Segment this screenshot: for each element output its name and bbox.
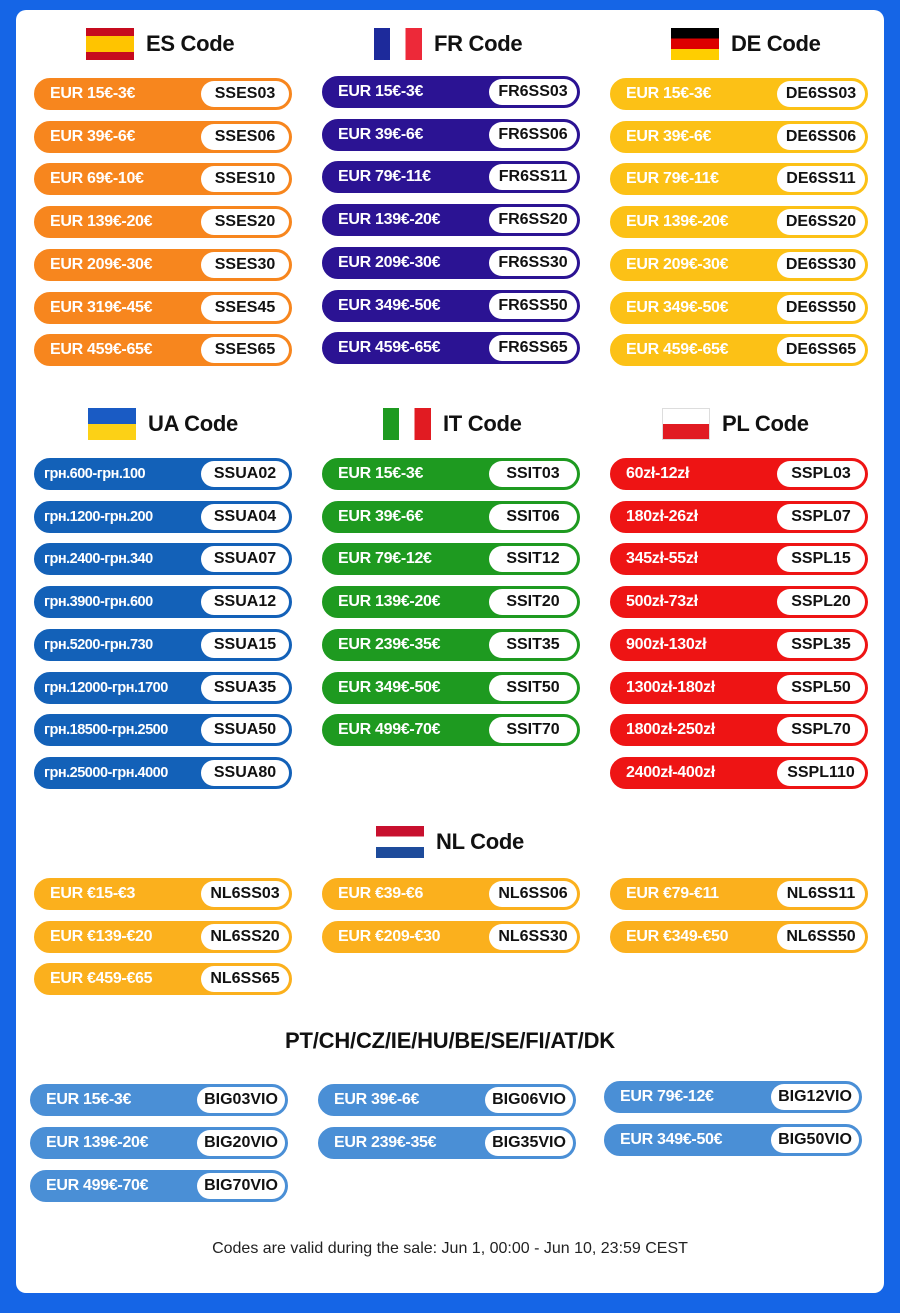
discount-amount: грн.3900-грн.600 <box>44 594 153 611</box>
coupon-code[interactable]: SSES20 <box>201 209 289 235</box>
discount-amount: EUR 209€-30€ <box>626 255 729 273</box>
coupon-code[interactable]: SSIT03 <box>489 461 577 487</box>
coupon-row[interactable] <box>608 755 870 791</box>
coupon-row[interactable] <box>608 332 870 368</box>
coupon-row[interactable] <box>320 499 582 535</box>
coupon-code[interactable]: SSIT12 <box>489 546 577 572</box>
ua-header <box>88 408 238 440</box>
discount-amount: EUR 15€-3€ <box>50 85 136 102</box>
discount-amount: EUR 139€-20€ <box>626 213 729 231</box>
coupon-code[interactable]: FR6SS65 <box>489 335 577 361</box>
coupon-code[interactable]: SSIT20 <box>489 589 577 615</box>
coupon-code[interactable]: SSPL70 <box>777 717 865 743</box>
coupon-row[interactable] <box>320 876 582 912</box>
discount-amount: EUR 39€-6€ <box>338 125 424 143</box>
discount-amount: EUR 15€-3€ <box>338 83 424 100</box>
discount-amount: EUR 79€-11€ <box>626 170 719 188</box>
coupon-code[interactable]: FR6SS50 <box>489 293 577 319</box>
discount-amount: EUR 139€-20€ <box>46 1134 149 1151</box>
coupon-code[interactable]: NL6SS20 <box>201 924 289 950</box>
discount-amount: EUR 79€-12€ <box>620 1088 714 1105</box>
coupon-code[interactable]: SSPL15 <box>777 546 865 572</box>
coupon-code[interactable]: DE6SS20 <box>777 209 865 235</box>
coupon-row[interactable] <box>608 76 870 112</box>
coupon-code[interactable]: DE6SS11 <box>777 166 865 192</box>
discount-amount: EUR 139€-20€ <box>338 593 441 611</box>
fr-header <box>374 28 522 60</box>
discount-amount: EUR 239€-35€ <box>338 635 441 653</box>
coupon-row[interactable] <box>32 204 294 240</box>
discount-amount: 2400zł-400zł <box>626 763 715 781</box>
nl-title: NL Code <box>436 829 524 854</box>
coupon-row[interactable] <box>320 74 582 110</box>
discount-amount: EUR 499€-70€ <box>338 721 441 739</box>
discount-amount: EUR 39€-6€ <box>626 127 712 145</box>
discount-amount: грн.600-грн.100 <box>44 466 146 482</box>
coupon-code[interactable]: NL6SS65 <box>201 966 289 992</box>
coupon-code[interactable]: BIG35VIO <box>485 1130 573 1156</box>
italy-flag-icon <box>383 408 431 440</box>
discount-amount: 1800zł-250zł <box>626 721 715 739</box>
discount-amount: EUR €15-€3 <box>50 885 136 902</box>
pl-header <box>662 408 809 440</box>
coupon-code[interactable]: SSUA02 <box>201 461 289 487</box>
coupon-row[interactable] <box>32 247 294 283</box>
coupon-code[interactable]: BIG20VIO <box>197 1130 285 1156</box>
ua-title: UA Code <box>148 411 238 436</box>
coupon-row[interactable] <box>320 541 582 577</box>
coupon-row[interactable] <box>32 919 294 955</box>
coupon-row[interactable] <box>32 712 294 748</box>
coupon-row[interactable] <box>608 247 870 283</box>
coupon-row[interactable] <box>608 499 870 535</box>
es-header <box>86 28 234 60</box>
coupon-code[interactable]: SSES06 <box>201 124 289 150</box>
coupon-code[interactable]: NL6SS11 <box>777 881 865 907</box>
coupon-code[interactable]: SSUA04 <box>201 504 289 530</box>
coupon-code[interactable]: NL6SS50 <box>777 924 865 950</box>
discount-amount: 180zł-26zł <box>626 507 698 525</box>
discount-amount: EUR €39-€6 <box>338 885 424 902</box>
validity-note: Codes are valid during the sale: Jun 1, 00:00 - Jun 10, 23:59 CEST <box>212 1240 688 1257</box>
discount-amount: грн.12000-грн.1700 <box>44 679 168 696</box>
coupon-row[interactable] <box>32 290 294 326</box>
coupon-code[interactable]: SSPL110 <box>777 760 865 786</box>
coupon-code[interactable]: SSES45 <box>201 295 289 321</box>
discount-amount: EUR 499€-70€ <box>46 1177 149 1194</box>
discount-amount: 500zł-73zł <box>626 593 698 611</box>
coupon-row[interactable] <box>608 204 870 240</box>
discount-amount: EUR 459€-65€ <box>626 341 729 359</box>
coupon-row[interactable] <box>602 1122 864 1158</box>
coupon-row[interactable] <box>32 670 294 706</box>
coupon-row[interactable] <box>320 245 582 281</box>
coupon-code[interactable]: SSPL50 <box>777 675 865 701</box>
coupon-row[interactable] <box>608 627 870 663</box>
coupon-code[interactable]: DE6SS50 <box>777 295 865 321</box>
discount-amount: EUR 349€-50€ <box>338 296 441 314</box>
discount-amount: грн.5200-грн.730 <box>44 636 153 653</box>
discount-amount: EUR 79€-12€ <box>338 550 432 568</box>
discount-amount: EUR 39€-6€ <box>334 1091 420 1108</box>
coupon-row[interactable] <box>602 1079 864 1115</box>
coupon-row[interactable] <box>32 541 294 577</box>
coupon-row[interactable] <box>608 712 870 748</box>
coupon-row[interactable] <box>320 670 582 706</box>
coupon-code[interactable]: SSES30 <box>201 252 289 278</box>
coupon-row[interactable] <box>320 584 582 620</box>
coupon-row[interactable] <box>32 119 294 155</box>
coupon-code[interactable]: SSUA80 <box>201 760 289 786</box>
coupon-row[interactable] <box>320 456 582 492</box>
coupon-row[interactable] <box>316 1082 578 1118</box>
discount-amount: грн.18500-грн.2500 <box>44 722 168 739</box>
discount-amount: EUR 319€-45€ <box>50 298 153 316</box>
discount-amount: EUR 139€-20€ <box>338 211 441 229</box>
es-title: ES Code <box>146 31 235 56</box>
coupon-code[interactable]: SSES10 <box>201 166 289 192</box>
discount-amount: EUR 39€-6€ <box>50 127 136 145</box>
coupon-code[interactable]: FR6SS03 <box>489 79 577 105</box>
coupon-code[interactable]: DE6SS65 <box>777 337 865 363</box>
coupon-row[interactable] <box>32 499 294 535</box>
coupon-code[interactable]: FR6SS30 <box>489 250 577 276</box>
coupon-code[interactable]: NL6SS30 <box>489 924 577 950</box>
discount-amount: грн.1200-грн.200 <box>44 508 153 525</box>
coupon-code[interactable]: SSIT70 <box>489 717 577 743</box>
discount-amount: грн.2400-грн.340 <box>44 551 153 568</box>
de-header <box>671 28 821 60</box>
spain-flag-icon <box>86 28 134 60</box>
coupon-row[interactable] <box>320 159 582 195</box>
discount-amount: 60zł-12zł <box>626 465 690 482</box>
coupon-row[interactable] <box>608 670 870 706</box>
coupon-code[interactable]: SSIT50 <box>489 675 577 701</box>
coupon-card <box>16 10 884 1293</box>
coupon-row[interactable] <box>608 161 870 197</box>
coupon-code[interactable]: SSES03 <box>201 81 289 107</box>
coupon-row[interactable] <box>320 919 582 955</box>
coupon-row[interactable] <box>32 755 294 791</box>
coupon-row[interactable] <box>32 76 294 112</box>
it-title: IT Code <box>443 411 522 436</box>
discount-amount: EUR 349€-50€ <box>620 1131 723 1148</box>
discount-amount: EUR 239€-35€ <box>334 1134 437 1151</box>
fr-title: FR Code <box>434 31 523 56</box>
coupon-row[interactable] <box>28 1125 290 1161</box>
discount-amount: 1300zł-180zł <box>626 678 715 696</box>
discount-amount: 345zł-55zł <box>626 550 698 568</box>
coupon-code[interactable]: DE6SS03 <box>777 81 865 107</box>
coupon-code[interactable]: SSUA50 <box>201 717 289 743</box>
france-flag-icon <box>374 28 422 60</box>
germany-flag-icon <box>671 28 719 60</box>
discount-amount: EUR 459€-65€ <box>338 339 441 357</box>
discount-amount: EUR 15€-3€ <box>46 1091 132 1108</box>
coupon-row[interactable] <box>32 584 294 620</box>
coupon-code[interactable]: NL6SS06 <box>489 881 577 907</box>
coupon-code[interactable]: SSPL07 <box>777 504 865 530</box>
coupon-code[interactable]: SSPL20 <box>777 589 865 615</box>
other-countries-title: PT/CH/CZ/IE/HU/BE/SE/FI/AT/DK <box>285 1028 615 1053</box>
coupon-code[interactable]: BIG03VIO <box>197 1087 285 1113</box>
coupon-row[interactable] <box>608 919 870 955</box>
coupon-code[interactable]: FR6SS11 <box>489 164 577 190</box>
coupon-code[interactable]: BIG12VIO <box>771 1084 859 1110</box>
coupon-code[interactable]: FR6SS06 <box>489 122 577 148</box>
coupon-row[interactable] <box>32 876 294 912</box>
discount-amount: EUR €209-€30 <box>338 927 441 945</box>
coupon-row[interactable] <box>28 1082 290 1118</box>
coupon-row[interactable] <box>28 1168 290 1204</box>
discount-amount: EUR 349€-50€ <box>338 678 441 696</box>
discount-amount: EUR 209€-30€ <box>338 253 441 271</box>
coupon-row[interactable] <box>608 290 870 326</box>
coupon-row[interactable] <box>32 456 294 492</box>
discount-amount: грн.25000-грн.4000 <box>44 764 168 781</box>
discount-amount: EUR €349-€50 <box>626 927 729 945</box>
ukraine-flag-icon <box>88 408 136 440</box>
de-title: DE Code <box>731 31 821 56</box>
coupon-code[interactable]: DE6SS30 <box>777 252 865 278</box>
coupon-code[interactable]: SSPL03 <box>777 461 865 487</box>
discount-amount: EUR 69€-10€ <box>50 170 144 188</box>
coupon-code[interactable]: BIG06VIO <box>485 1087 573 1113</box>
coupon-row[interactable] <box>608 456 870 492</box>
discount-amount: EUR 459€-65€ <box>50 341 153 359</box>
coupon-row[interactable] <box>32 161 294 197</box>
coupon-row[interactable] <box>608 584 870 620</box>
coupon-row[interactable] <box>320 712 582 748</box>
coupon-row[interactable] <box>320 288 582 324</box>
coupon-code[interactable]: NL6SS03 <box>201 881 289 907</box>
pl-title: PL Code <box>722 411 809 436</box>
nl-header <box>376 826 524 858</box>
discount-amount: EUR 349€-50€ <box>626 298 729 316</box>
coupon-row[interactable] <box>320 330 582 366</box>
discount-amount: EUR 15€-3€ <box>338 465 424 482</box>
coupon-code[interactable]: FR6SS20 <box>489 207 577 233</box>
discount-amount: EUR 15€-3€ <box>626 85 712 102</box>
coupon-code[interactable]: BIG50VIO <box>771 1127 859 1153</box>
coupon-code[interactable]: SSES65 <box>201 337 289 363</box>
discount-amount: 900zł-130zł <box>626 635 707 653</box>
coupon-code[interactable]: SSUA12 <box>201 589 289 615</box>
coupon-row[interactable] <box>608 119 870 155</box>
discount-amount: EUR €459-€65 <box>50 970 153 987</box>
coupon-row[interactable] <box>320 627 582 663</box>
coupon-code[interactable]: SSIT35 <box>489 632 577 658</box>
coupon-row[interactable] <box>320 117 582 153</box>
coupon-code[interactable]: SSPL35 <box>777 632 865 658</box>
discount-amount: EUR 39€-6€ <box>338 507 424 525</box>
poland-flag-icon <box>662 408 710 440</box>
coupon-row[interactable] <box>32 627 294 663</box>
it-header <box>383 408 522 440</box>
coupon-row[interactable] <box>32 961 294 997</box>
netherlands-flag-icon <box>376 826 424 858</box>
coupon-code[interactable]: BIG70VIO <box>197 1173 285 1199</box>
coupon-row[interactable] <box>320 202 582 238</box>
coupon-code[interactable]: SSUA07 <box>201 546 289 572</box>
coupon-row[interactable] <box>316 1125 578 1161</box>
discount-amount: EUR €79-€11 <box>626 885 719 902</box>
discount-amount: EUR €139-€20 <box>50 927 153 945</box>
coupon-row[interactable] <box>608 541 870 577</box>
discount-amount: EUR 139€-20€ <box>50 213 153 231</box>
coupon-code[interactable]: SSIT06 <box>489 504 577 530</box>
coupon-code[interactable]: SSUA15 <box>201 632 289 658</box>
coupon-row[interactable] <box>608 876 870 912</box>
coupon-row[interactable] <box>32 332 294 368</box>
discount-amount: EUR 79€-11€ <box>338 168 431 186</box>
coupon-code[interactable]: DE6SS06 <box>777 124 865 150</box>
coupon-code[interactable]: SSUA35 <box>201 675 289 701</box>
discount-amount: EUR 209€-30€ <box>50 255 153 273</box>
